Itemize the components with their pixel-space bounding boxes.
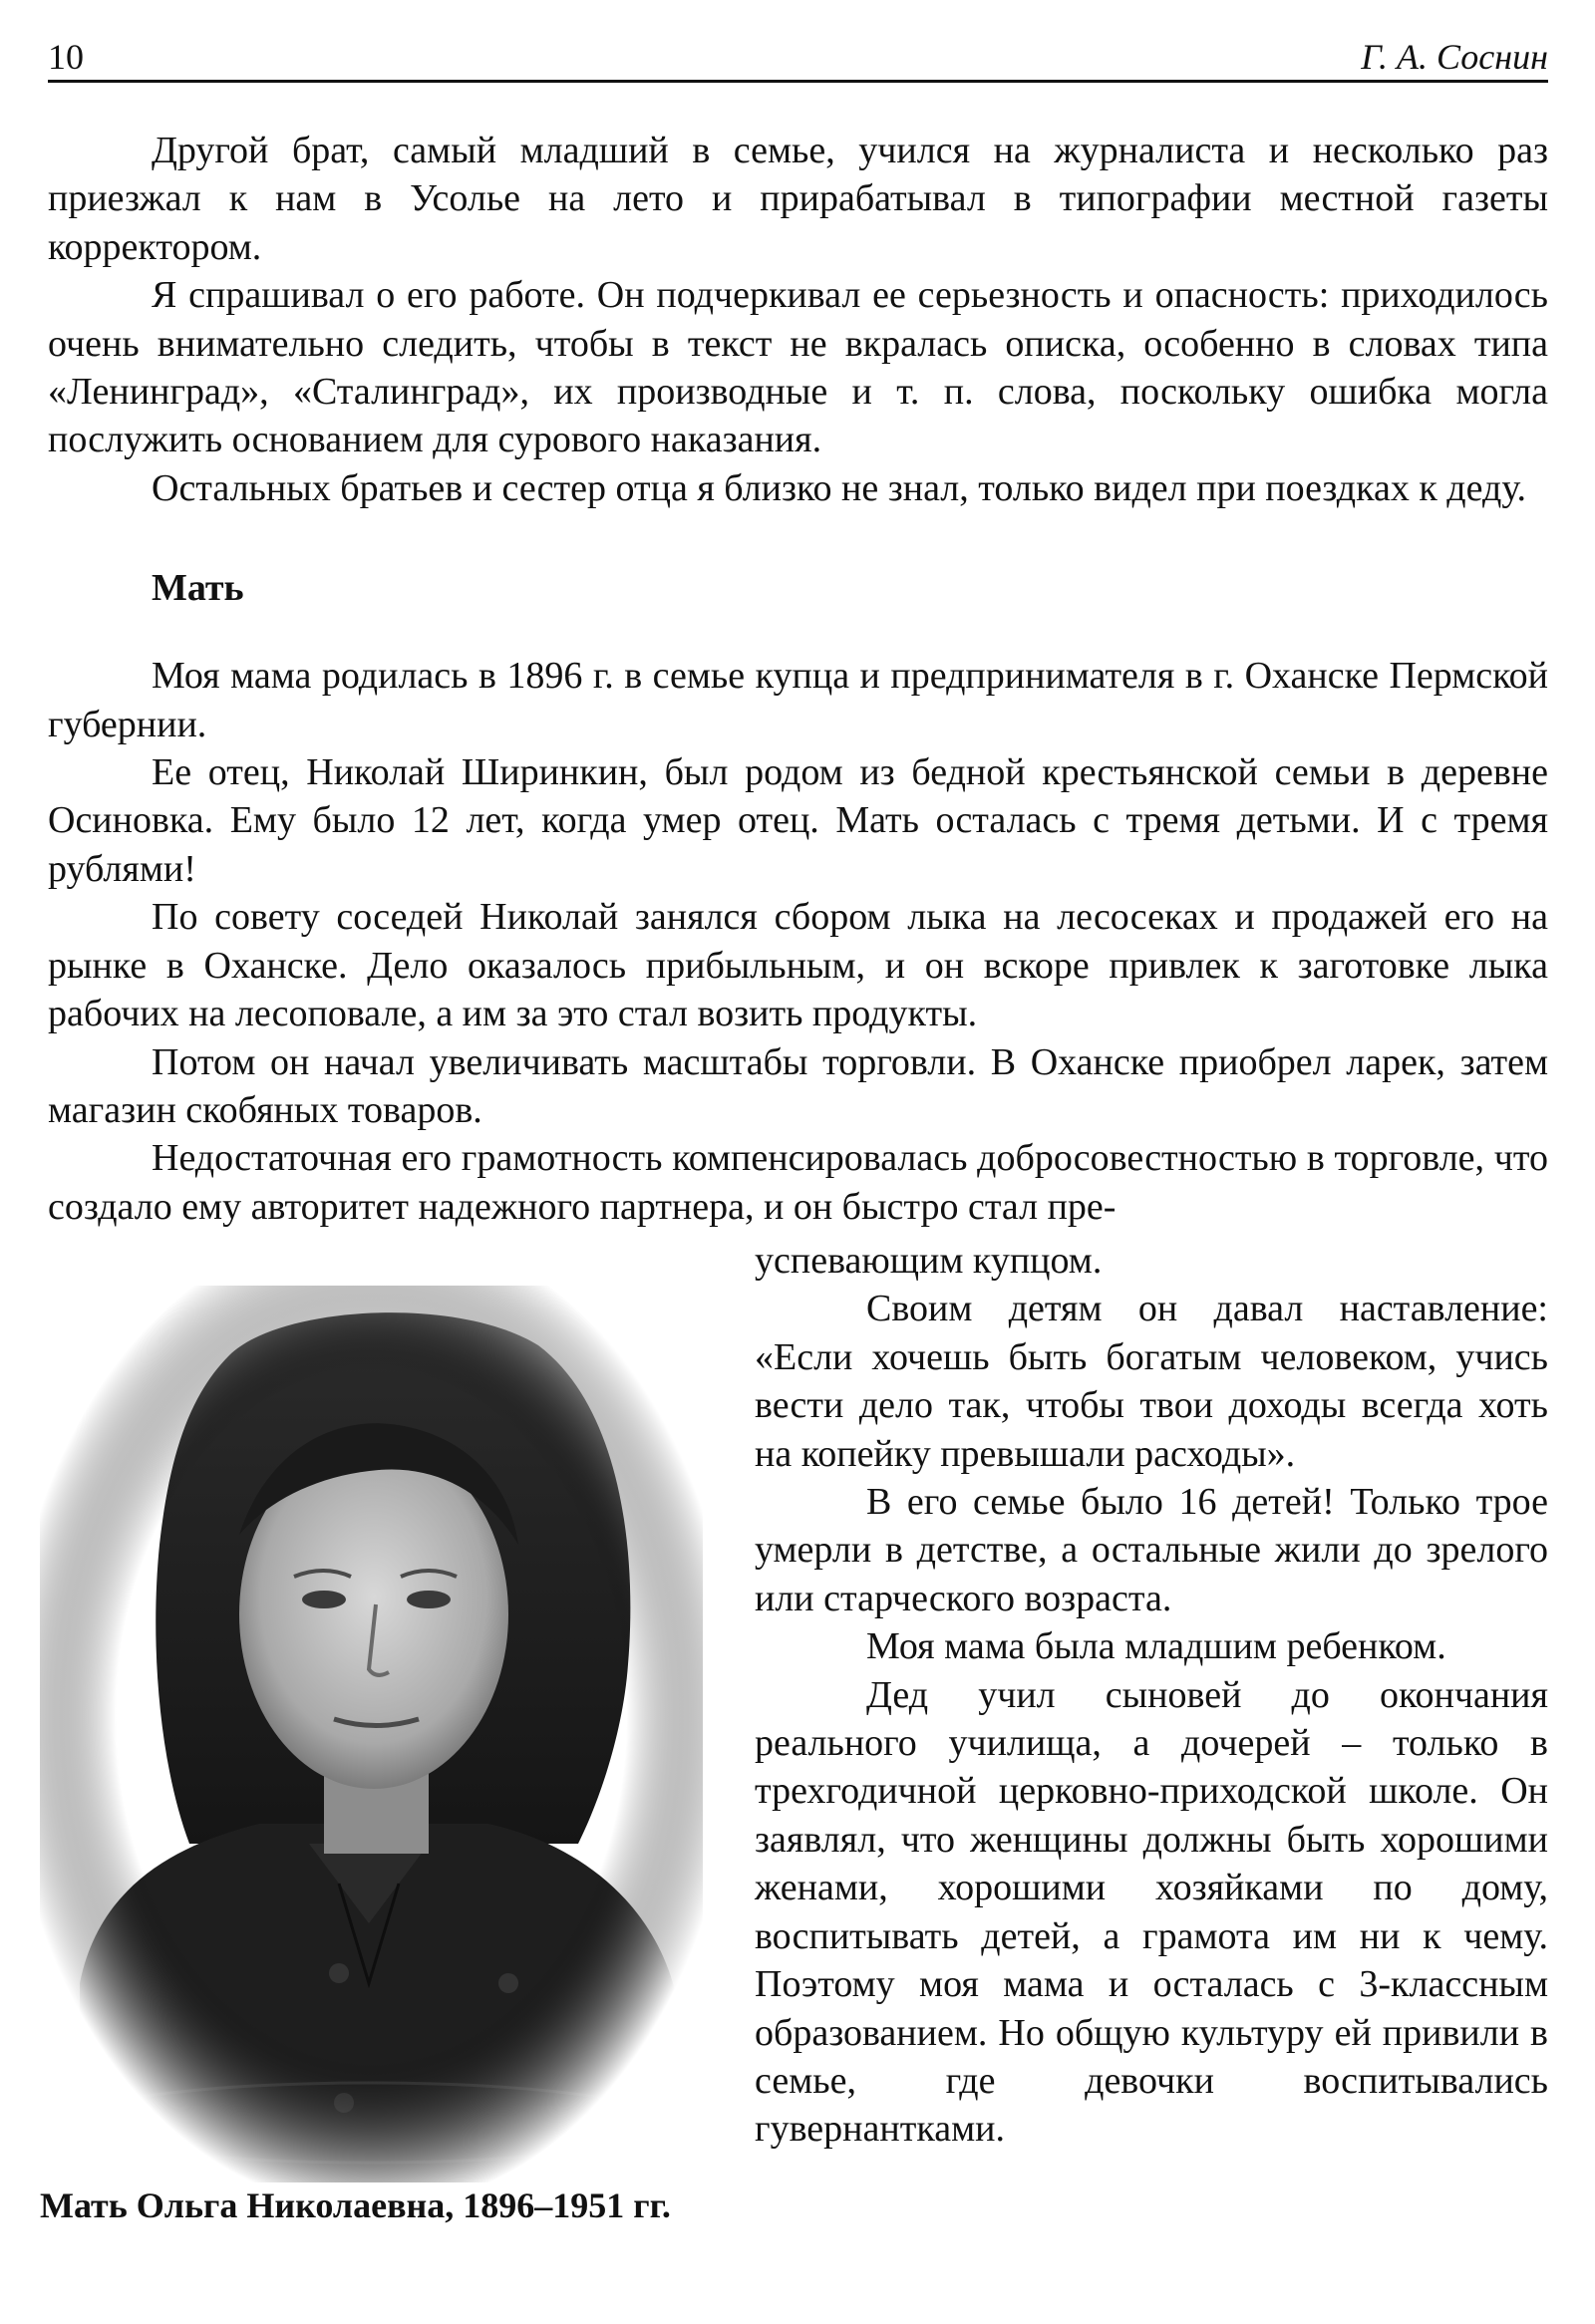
paragraph: В его семье было 16 детей! Только трое умерли в детстве, а остальные жили до зрелого или старческого возраста. [755,1481,1548,1619]
paragraph: Своим детям он давал наставление: «Если хочешь быть богатым человеком, учись вести дело так, чтобы твои доходы всегда хоть на копейку превышали расходы». [755,1288,1548,1475]
portrait-figure [40,1286,703,2242]
photo-caption: Мать Ольга Николаевна, 1896–1951 гг. [40,2185,671,2225]
paragraph: Дед учил сыновей до окончания реального училища, а дочерей – только в трехгодичной церковно-приходской школе. Он заявлял, что женщины должны быть хорошими женами, хорошими хозяйками по дому, воспитывать детей, а грамота им ни к чему. Поэтому моя мама и осталась с 3-классным образованием. Но общую культуру ей привили в семье, где девочки воспитывались гувернантками. [755,1673,1548,2151]
paragraph: Остальных братьев и сестер отца я близко не знал, только видел при поездках к деду. [152,466,1527,509]
side-column-text [755,1237,1548,2154]
running-header [48,22,1548,78]
main-text [48,127,1548,1231]
paragraph: Другой брат, самый младший в семье, учился на журналиста и несколько раз приезжал к нам в Усолье на лето и прирабатывал в типографии местной газеты корректором. [48,130,1548,268]
portrait-photo [40,1286,703,2182]
section-heading: Мать [152,567,244,610]
header-divider [48,80,1548,83]
paragraph: Ее отец, Николай Ширинкин, был родом из бедной крестьянской семьи в деревне Осиновка. Ему было 12 лет, когда умер отец. Мать осталась с тремя детьми. И с тремя рублями! [48,751,1548,890]
running-author: Г. А. Соснин [1361,37,1548,77]
paragraph: Моя мама родилась в 1896 г. в семье купца и предпринимателя в г. Оханске Пермской губернии. [48,655,1548,745]
paragraph: Потом он начал увеличивать масштабы торговли. В Оханске приобрел ларек, затем магазин скобяных товаров. [48,1040,1548,1131]
paragraph: По совету соседей Николай занялся сбором лыка на лесосеках и продажей его на рынке в Оханске. Дело оказалось прибыльным, и он вскоре привлек к заготовке лыка рабочих на лесоповале, а им за это стал возить продукты. [48,896,1548,1035]
paragraph: Моя мама была младшим ребенком. [866,1625,1446,1668]
paragraph: Недостаточная его грамотность компенсировалась добросовестностью в торговле, что создало ему авторитет надежного партнера, и он быстро стал пре- [48,1137,1548,1228]
paragraph: Я спрашивал о его работе. Он подчеркивал ее серьезность и опасность: приходилось очень внимательно следить, чтобы в текст не вкралась описка, особенно в словах типа «Ленинград», «Сталинград», их производные и т. п. слова, поскольку ошибка могла послужить основанием для сурового наказания. [48,274,1548,461]
paragraph: успевающим купцом. [755,1240,1103,1282]
page-number: 10 [48,37,84,77]
